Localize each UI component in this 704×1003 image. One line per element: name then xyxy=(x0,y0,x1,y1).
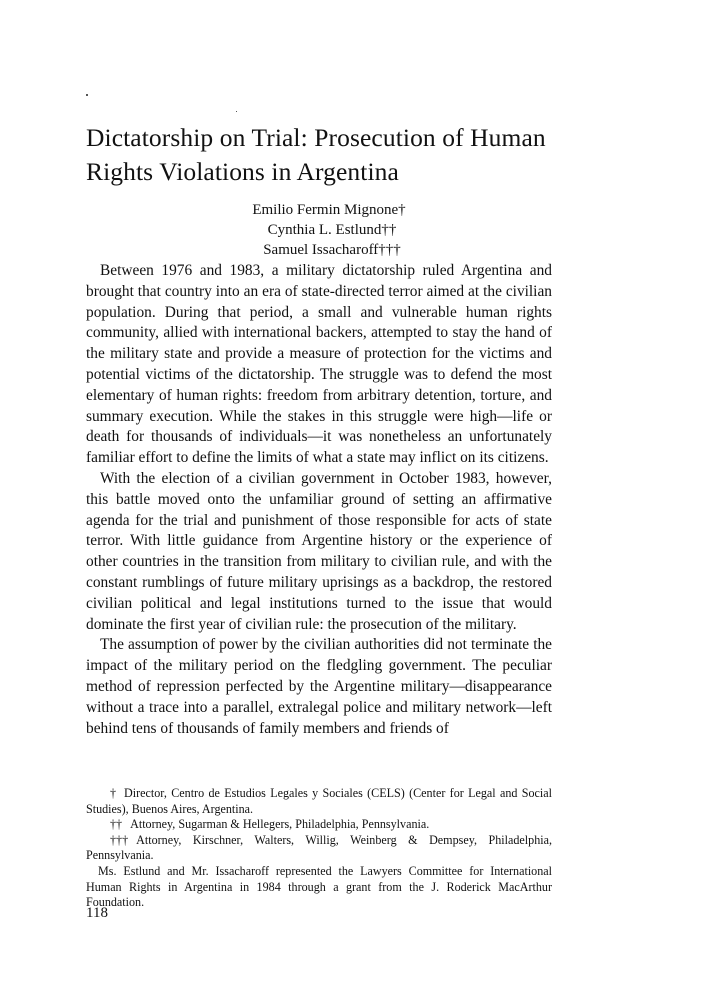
footnote-mark: ††† xyxy=(110,832,129,847)
footnote xyxy=(86,817,552,833)
author xyxy=(86,240,552,260)
scan-speck xyxy=(236,111,237,112)
page-number: 118 xyxy=(86,905,108,921)
author-footnote-mark: † xyxy=(398,202,406,218)
author xyxy=(86,200,552,220)
footnote-text: Ms. Estlund and Mr. Issacharoff represented the Lawyers Committee for International Human Rights in Argentina in 1984 through a grant from the J. Roderick MacArthur Foundation. xyxy=(86,863,552,910)
footnote-acknowledgment xyxy=(86,864,552,911)
article-title: Dictatorship on Trial: Prosecution of Human Rights Violations in Argentina xyxy=(86,123,546,186)
footnote-text: Attorney, Kirschner, Walters, Willig, Weinberg & Dempsey, Philadelphia, Pennsylvania. xyxy=(86,832,552,863)
author-name: Emilio Fermin Mignone xyxy=(252,202,399,218)
author-list xyxy=(86,200,552,260)
body-paragraph: Between 1976 and 1983, a military dictatorship ruled Argentina and brought that country into an era of state-directed terror aimed at the civilian population. During that period, a small and vulnerable human rights community, allied with international backers, attempted to stay the hand of the military state and provide a measure of protection for the victims and potential victims of the dictatorship. The struggle was to defend the most elementary of human rights: freedom from arbitrary detention, torture, and summary execution. While the stakes in this struggle were high—life or death for thousands of individuals—it was nonetheless an unfortunately familiar effort to define the limits of what a state may inflict on its citizens. xyxy=(86,262,552,467)
footnote xyxy=(86,833,552,864)
footnote-mark: †† xyxy=(110,817,123,832)
body-paragraph: With the election of a civilian government in October 1983, however, this battle moved onto the unfamiliar ground of setting an affirmative agenda for the trial and punishment of those responsible for acts of state terror. With little guidance from Argentine history or the experience of other countries in the transition from military to civilian rule, and with the constant rumblings of future military uprisings as a backdrop, the restored civilian political and legal institutions turned to the issue that would dominate the first year of civilian rule: the prosecution of the military. xyxy=(86,469,552,633)
footnotes xyxy=(86,786,552,911)
footnote-mark: † xyxy=(110,786,117,800)
scan-speck xyxy=(86,94,88,96)
author xyxy=(86,220,552,240)
footnote-text: Director, Centro de Estudios Legales y Sociales (CELS) (Center for Legal and Social Studies), Buenos Aires, Argentina. xyxy=(86,786,552,816)
article-body xyxy=(86,261,552,739)
author-name: Cynthia L. Estlund xyxy=(267,222,382,238)
author-footnote-mark: ††† xyxy=(378,242,401,258)
author-footnote-mark: †† xyxy=(381,222,397,238)
footnote-text: Attorney, Sugarman & Hellegers, Philadelphia, Pennsylvania. xyxy=(130,817,430,832)
body-paragraph: The assumption of power by the civilian authorities did not terminate the impact of the military period on the fledgling government. The peculiar method of repression perfected by the Argentine military—disappearance without a trace into a parallel, extralegal police and military network—left behind tens of thousands of family members and friends of xyxy=(86,636,552,737)
footnote xyxy=(86,786,552,817)
author-name: Samuel Issacharoff xyxy=(263,242,379,258)
